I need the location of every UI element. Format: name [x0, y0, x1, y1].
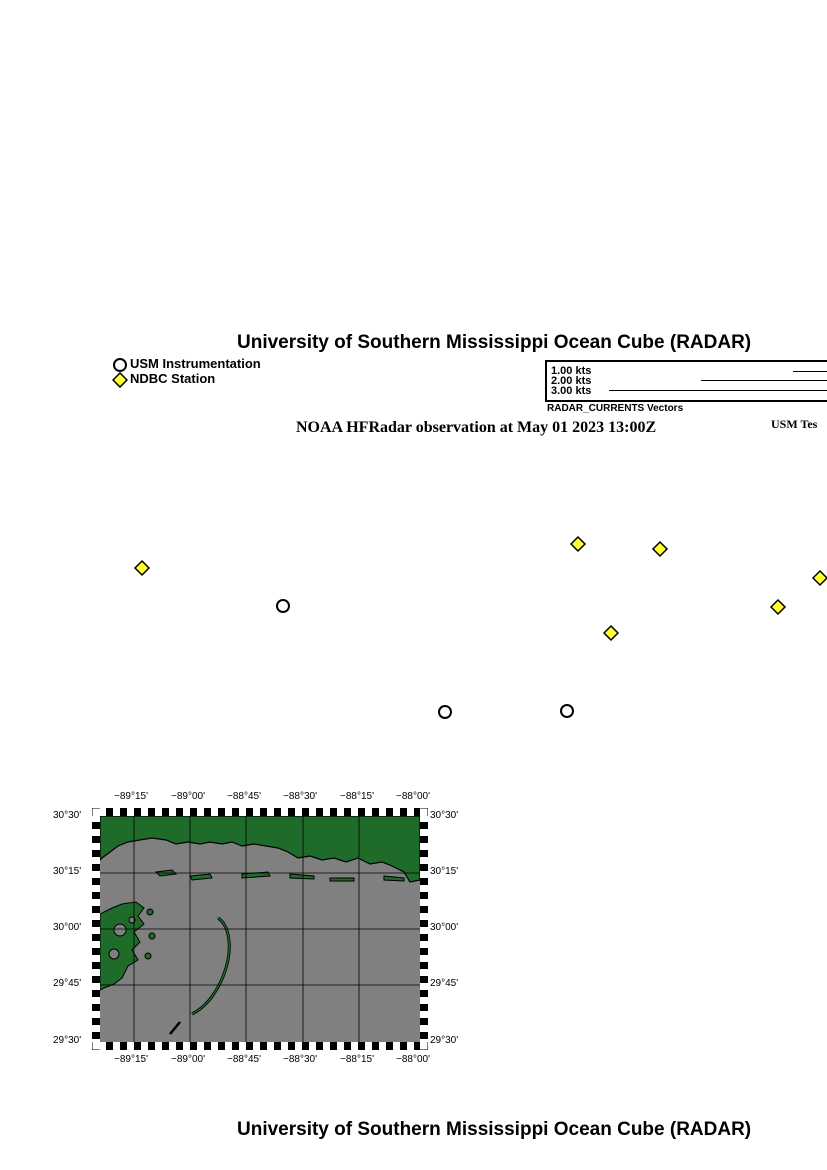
lat-label-left: 29°30' — [53, 1035, 82, 1046]
map-title-top: University of Southern Mississippi Ocean Cube (RADAR) — [237, 332, 752, 353]
scale-label-1kts: 1.00 kts — [551, 365, 592, 377]
scale-line-2kts — [701, 380, 827, 381]
scale-label-2kts: 2.00 kts — [551, 375, 592, 387]
usm-instrument-icon[interactable] — [439, 706, 451, 718]
lon-label-top: −89°00' — [171, 791, 205, 802]
ndbc-station-icon[interactable] — [135, 561, 149, 575]
map-frame[interactable] — [92, 808, 428, 1050]
vector-scale-box — [545, 360, 827, 402]
observation-subtitle: NOAA HFRadar observation at May 01 2023 13:00Z — [296, 419, 657, 436]
lon-label-bottom: −89°00' — [171, 1054, 205, 1065]
lat-label-right: 30°30' — [430, 810, 459, 821]
usm-instrument-icon[interactable] — [561, 705, 573, 717]
lon-label-bottom: −88°15' — [340, 1054, 374, 1065]
lat-label-right: 29°30' — [430, 1035, 459, 1046]
ndbc-diamond-icon — [112, 372, 128, 388]
lon-label-bottom: −88°30' — [283, 1054, 317, 1065]
lon-label-top: −89°15' — [114, 791, 148, 802]
ndbc-station-icon[interactable] — [604, 626, 618, 640]
map-title-bottom: University of Southern Mississippi Ocean Cube (RADAR) — [237, 1119, 752, 1140]
lon-label-top: −88°30' — [283, 791, 317, 802]
scale-label-3kts: 3.00 kts — [551, 385, 592, 397]
lat-label-left: 30°00' — [53, 922, 82, 933]
lon-label-bottom: −88°45' — [227, 1054, 261, 1065]
lon-label-top: −88°45' — [227, 791, 261, 802]
lat-label-left: 30°15' — [53, 866, 82, 877]
scale-line-3kts — [609, 390, 827, 391]
vector-scale-caption: RADAR_CURRENTS Vectors — [547, 403, 684, 414]
ndbc-station-icon[interactable] — [771, 600, 785, 614]
legend-usm-label: USM Instrumentation — [130, 356, 261, 371]
inset-map — [0, 785, 480, 1075]
lon-label-bottom: −89°15' — [114, 1054, 148, 1065]
station-markers — [0, 530, 827, 730]
ndbc-station-icon[interactable] — [813, 571, 827, 585]
land-barrier-island — [330, 878, 354, 881]
side-tag: USM Tes — [771, 417, 818, 431]
ndbc-station-icon[interactable] — [653, 542, 667, 556]
lon-label-top: −88°00' — [396, 791, 430, 802]
lat-label-right: 30°15' — [430, 866, 459, 877]
lon-label-top: −88°15' — [340, 791, 374, 802]
lat-label-left: 30°30' — [53, 810, 82, 821]
lat-label-right: 29°45' — [430, 978, 459, 989]
lon-label-bottom: −88°00' — [396, 1054, 430, 1065]
ndbc-station-icon[interactable] — [571, 537, 585, 551]
legend — [112, 356, 312, 388]
lat-label-right: 30°00' — [430, 922, 459, 933]
legend-ndbc-label: NDBC Station — [130, 371, 216, 386]
scale-line-1kts — [793, 371, 827, 372]
lat-label-left: 29°45' — [53, 978, 82, 989]
usm-instrument-icon[interactable] — [277, 600, 289, 612]
usm-circle-icon — [112, 357, 128, 373]
